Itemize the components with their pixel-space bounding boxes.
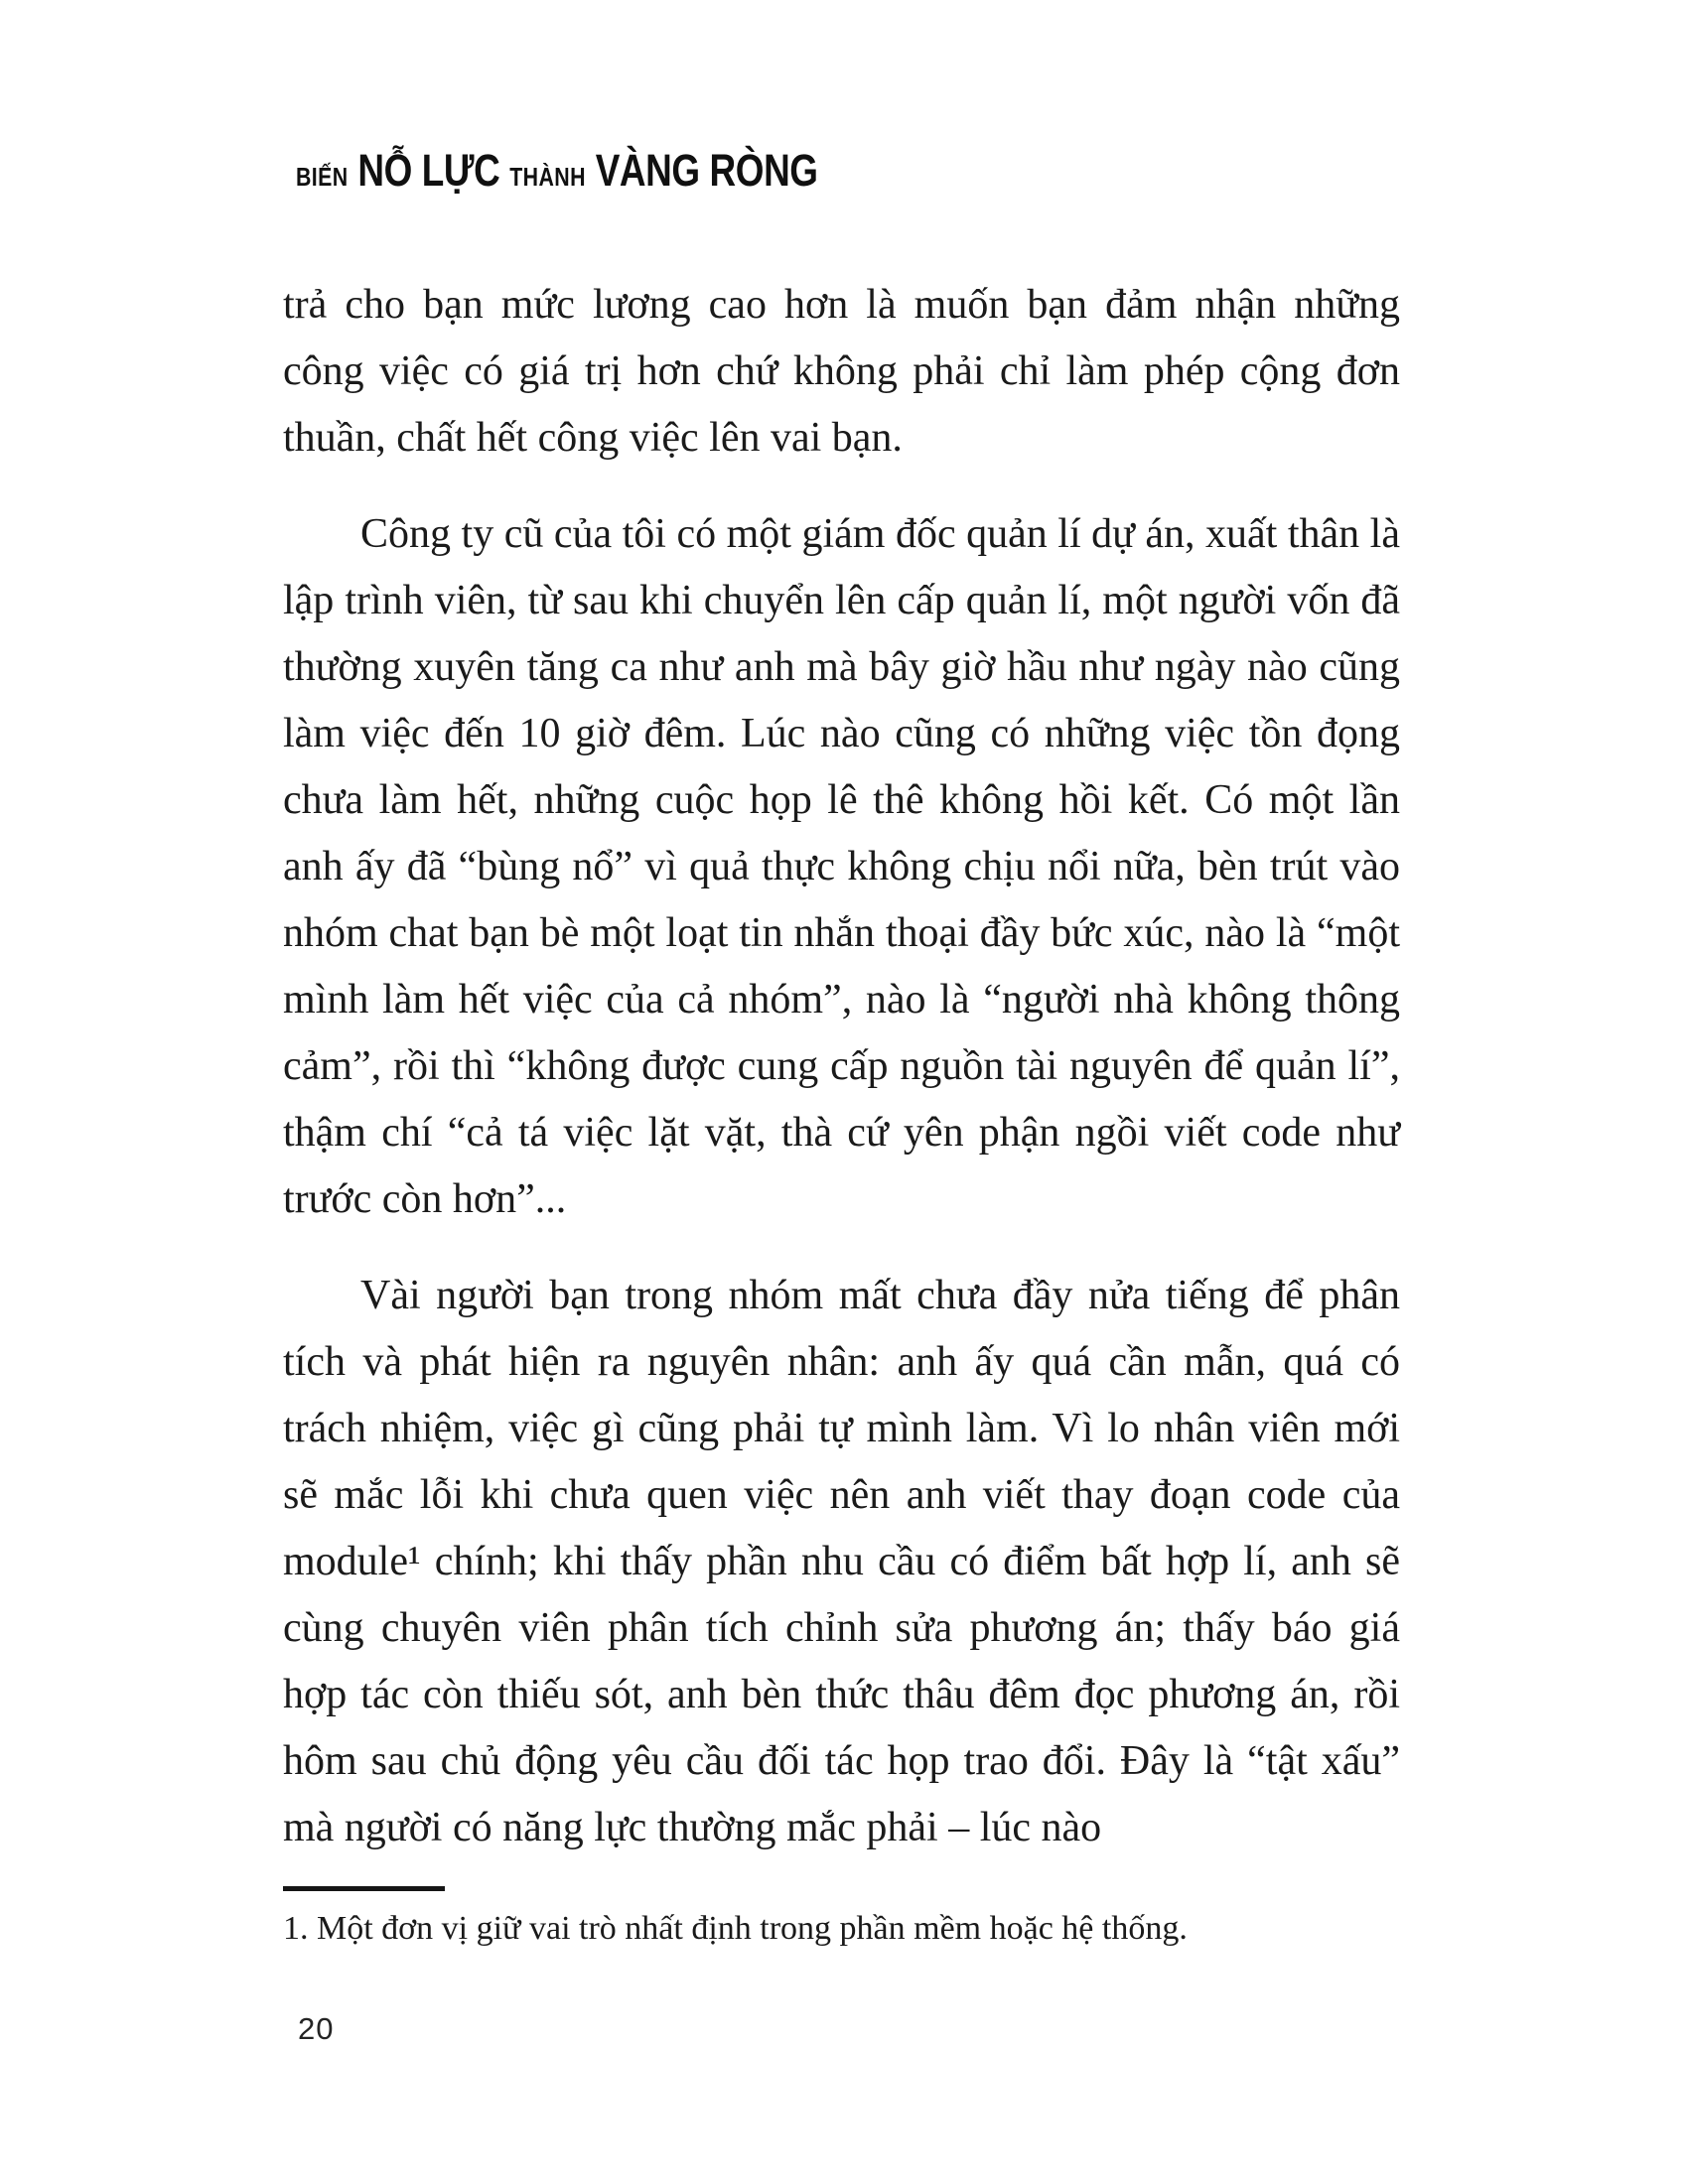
header-word-thanh: THÀNH [509,162,586,192]
paragraph-anecdote: Công ty cũ của tôi có một giám đốc quản lí dự án, xuất thân là lập trình viên, từ sau khi chuyển lên cấp quản lí, một người vốn đã thường xuyên tăng ca như anh mà bây giờ hầu như ngày nào cũng làm việc đến 10 giờ đêm. Lúc nào cũng có những việc tồn đọng chưa làm hết, những cuộc họp lê thê không hồi kết. Có một lần anh ấy đã “bùng nổ” vì quả thực không chịu nổi nữa, bèn trút vào nhóm chat bạn bè một loạt tin nhắn thoại đầy bức xúc, nào là “một mình làm hết việc của cả nhóm”, nào là “người nhà không thông cảm”, rồi thì “không được cung cấp nguồn tài nguyên để quản lí”, thậm chí “cả tá việc lặt vặt, thà cứ yên phận ngồi viết code như trước còn hơn”... [283,511,1400,1222]
header-word-no-luc: NỖ LỰC [357,145,500,196]
body-text [283,272,1400,1891]
header-word-bien: BIẾN [296,162,349,192]
footnote-divider [283,1886,445,1891]
footnote: 1. Một đơn vị giữ vai trò nhất định trong phần mềm hoặc hệ thống. [283,1910,1188,1947]
running-header [296,145,818,197]
paragraph-continuation: trả cho bạn mức lương cao hơn là muốn bạn đảm nhận những công việc có giá trị hơn chứ không phải chỉ làm phép cộng đơn thuần, chất hết công việc lên vai bạn. [283,282,1400,461]
page-number: 20 [298,2011,335,2046]
header-word-vang-rong: VÀNG RÒNG [595,145,818,196]
paragraph-analysis: Vài người bạn trong nhóm mất chưa đầy nửa tiếng để phân tích và phát hiện ra nguyên nhân: anh ấy quá cần mẫn, quá có trách nhiệm, việc gì cũng phải tự mình làm. Vì lo nhân viên mới sẽ mắc lỗi khi chưa quen việc nên anh viết thay đoạn code của module¹ chính; khi thấy phần nhu cầu có điểm bất hợp lí, anh sẽ cùng chuyên viên phân tích chỉnh sửa phương án; thấy báo giá hợp tác còn thiếu sót, anh bèn thức thâu đêm đọc phương án, rồi hôm sau chủ động yêu cầu đối tác họp trao đổi. Đây là “tật xấu” mà người có năng lực thường mắc phải – lúc nào [283,1273,1400,1850]
